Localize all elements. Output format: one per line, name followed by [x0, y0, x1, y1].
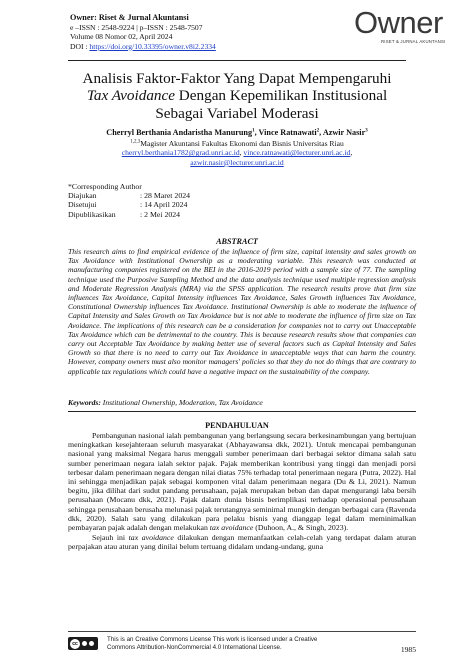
cc-icon: cc: [70, 639, 80, 649]
paragraph-2-rest: dilakukan dengan memanfaatkan celah-celah yang terdapat dalam aturan perpajakan atau aturan yang dinilai belum tertuang didalam undang-undang, guna: [68, 533, 417, 552]
email-line-2: [40, 158, 434, 167]
keywords-text: Institutional Ownership, Moderation, Tax Avoidance: [100, 398, 263, 407]
issn-line: e –ISSN : 2548-9224 | p–ISSN : 2548-7507: [70, 22, 203, 32]
body-paragraph-1: [68, 431, 416, 532]
logo-subtitle: RISET & JURNAL AKUNTANSI: [381, 39, 446, 44]
paragraph-1-end: (Duhoon, A., & Singh, 2023).: [253, 523, 349, 533]
abstract-heading: ABSTRACT: [216, 237, 258, 246]
date-label: Diajukan: [68, 191, 97, 201]
author-1: Cherryl Berthania Andaristha Manurung: [106, 128, 253, 137]
date-row: [68, 200, 190, 209]
page-number: 1985: [400, 645, 416, 654]
keywords-divider: [68, 411, 416, 412]
email-link-2[interactable]: vince.ratnawati@lecturer.unri.ac.id: [243, 148, 351, 158]
attribution-icon: [82, 641, 87, 646]
date-value: : 2 Mei 2024: [140, 209, 181, 219]
author-1-sup: 1: [252, 128, 255, 134]
noncommercial-icon: [89, 641, 94, 646]
header-divider: [68, 60, 406, 61]
email-separator: ,: [239, 148, 244, 158]
author-2-sup: 2: [316, 128, 320, 134]
doi-link[interactable]: https://doi.org/10.33395/owner.v8i2.2334: [89, 41, 216, 51]
submission-dates: [68, 182, 190, 219]
title-line-2: [40, 87, 434, 104]
keywords-label: Keywords:: [68, 398, 101, 407]
email-separator: ,: [350, 148, 353, 158]
email-link-3[interactable]: azwir.nasir@lecturer.unri.ac.id: [190, 157, 284, 167]
date-label: Dipublikasikan: [68, 209, 116, 219]
journal-name: Owner: Riset & Jurnal Akuntansi: [70, 13, 189, 22]
paragraph-2-start: Sejauh ini: [92, 533, 129, 543]
license-text: [107, 636, 387, 652]
volume-line: Volume 08 Nomor 02, April 2024: [70, 32, 173, 42]
keywords-line: [68, 398, 416, 407]
doi-label: DOI :: [70, 41, 90, 51]
author-3: Azwir Nasir: [322, 128, 366, 137]
email-link-1[interactable]: cherryl.berthania1782@grad.unri.ac.id: [121, 148, 240, 158]
article-title: [40, 70, 434, 122]
creative-commons-badge[interactable]: [68, 637, 98, 650]
date-label: Disetujui: [68, 200, 97, 210]
affiliation-line: [40, 139, 434, 148]
affiliation-text: Magister Akuntansi Fakultas Ekonomi dan Bisnis Universitas Riau: [140, 139, 344, 148]
paragraph-2-italic-term: tax avoidance: [128, 533, 174, 543]
corresponding-author-note: *Corresponding Author: [68, 182, 142, 191]
paragraph-1-text: Pembangunan nasional ialah pembangunan yang berlangsung secara berkesinambungan yang bertujuan meningkatkan kesejahteraan seluruh masyarakat (Abhayawansa dkk, 2021). Untuk mencapai pembangunan nasional yang maksimal Negara harus menggali sumber penerimaan dari berbagai sektor dimana salah satu sumber penerimaan negara ialah sektor pajak. Pajak memberikan kontribusi yang tinggi dan menjadi porsi terbesar dalam penerimaan negara dengan nilai diatas 75% terhadap total penerimaan negara (Putra, 2022). Hal ini sehingga menjadikan pajak sebagai komponen vital dalam penerimaan negara (Du & Li, 2021). Namun begitu, jika dilihat dari sudut pandang perusahaan, pajak merupakan beban dan dapat mengurangi laba bersih perusahaan (Mocanu dkk, 2021). Pajak dalam dunia bisnis berimplikasi terhadap operasional perusahaan sehingga perusahaan berusaha melunasi pajak terutangnya seminimal mungkin dengan berbagai cara (Ravenda dkk, 2020). Salah satu yang dilakukan para pelaku bisnis yang dianggap legal dalam meminimalkan pembayaran pajak adalah dengan melakukan: [68, 431, 416, 533]
title-line-3: Sebagai Variabel Moderasi: [155, 104, 319, 122]
license-line-1: This is an Creative Commons License This work is licensed under a Creative: [107, 636, 318, 643]
body-text: [68, 431, 416, 552]
abstract-text: This research aims to find empirical evidence of the influence of firm size, capital intensity and sales growth on Tax Avoidance with Institutional Ownership as a moderating variable. This research was conducted at manufacturing companies registered on the BEI in the 2016-2019 period with a sample size of 77. The sampling technique used the Purposive Sampling Method and the data analysis technique used multiple regression analysis and Moderate Regression Analysis (MRA) via the SPSS application. The research results prove that firm size influences Tax Avoidance, Capital Intensity influences Tax Avoidance, Sales Growth influences Tax Avoidance, Constitutional Ownership influences Tax Avoidance. Institutional Ownership is able to moderate the influence of Capital Intensity and Sales Growth on Tax Avoidance but is not able to moderate the influence of firm size on Tax Avoidance. The implications of this research can be a consideration for companies not to carry out Unacceptable Tax Avoidance which can be detrimental to the country. This is because research results show that companies can carry out Acceptable Tax Avoidance by making better use of several factors such as Capital Intensity and Sales Growth so that there is no need to carry out Tax Avoidance in unacceptable ways that can harm the country. However, company owners must also monitor managers' policies so that they do not do things that are contrary to applicable tax regulations which could have a negative impact on the sustainability of the company.: [68, 247, 416, 376]
license-line-2: Commons Attribution-NonCommercial 4.0 International License.: [107, 644, 282, 652]
title-line-1: Analisis Faktor-Faktor Yang Dapat Mempengaruhi: [82, 70, 392, 87]
journal-logo: [354, 5, 446, 52]
author-separator: ,: [254, 128, 259, 137]
section-heading: PENDAHULUAN: [205, 421, 269, 430]
paragraph-1-italic-term: tax avoidance: [209, 523, 254, 533]
date-value: : 14 April 2024: [140, 200, 188, 210]
body-paragraph-2: [68, 533, 416, 551]
journal-meta: [70, 13, 370, 51]
author-list: [40, 128, 434, 137]
footer-divider: [68, 631, 416, 632]
title-line-2-rest: Dengan Kepemilikan Institusional: [175, 87, 388, 105]
date-value: : 28 Maret 2024: [140, 191, 191, 201]
date-row: [68, 210, 190, 219]
doi-line: [70, 42, 370, 52]
title-italic-term: Tax Avoidance: [86, 87, 175, 105]
email-line-1: [40, 148, 434, 157]
author-3-sup: 3: [365, 128, 368, 134]
logo-wordmark: Owner: [354, 5, 443, 40]
date-row: [68, 191, 190, 200]
affiliation-block: [40, 139, 434, 167]
affiliation-sup: 1,2,3: [130, 139, 141, 145]
author-separator: ,: [319, 128, 323, 137]
author-2: Vince Ratnawati: [258, 128, 317, 137]
